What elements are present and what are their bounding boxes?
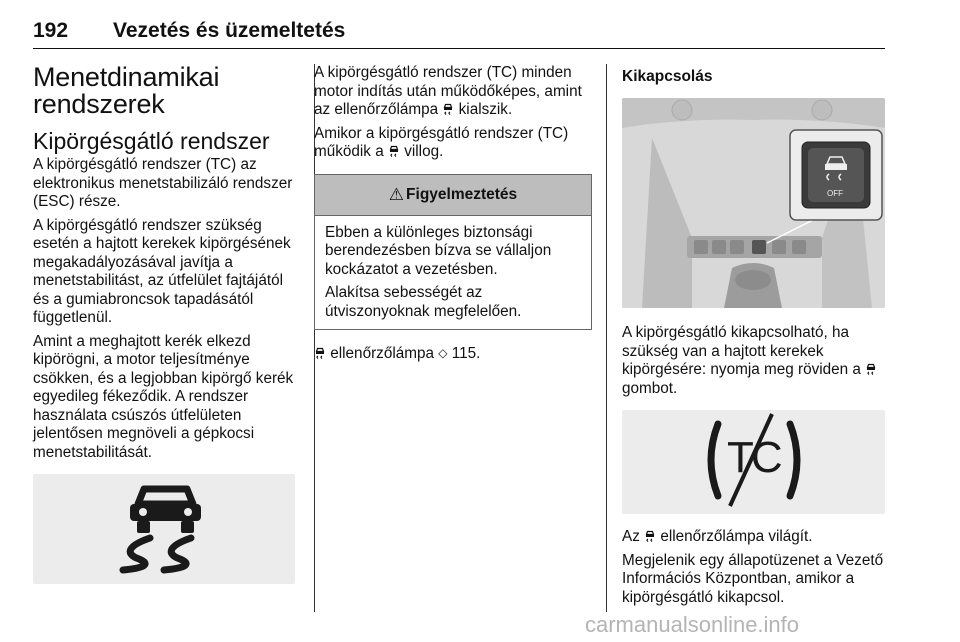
watermark: carmanualsonline.info <box>585 612 800 637</box>
lamp-on-paragraph: Az ellenőrzőlámpa világít. <box>622 528 813 545</box>
center-console-illustration <box>622 98 885 308</box>
skidding-car-icon <box>33 474 295 584</box>
page-reference[interactable]: 115. <box>451 345 481 362</box>
tc-indicator-icon <box>314 346 326 360</box>
tc-off-lamp-image <box>622 410 885 514</box>
deactivation-heading: Kikapcsolás <box>622 68 713 85</box>
warning-paragraph-1: Ebben a különleges biztonsági berendezésben bízva se vállaljon kockázatot a vezetésben. <box>325 223 552 278</box>
status-message-paragraph: Megjelenik egy állapotüzenet a Vezető Információs Központban, amikor a kipörgésgátló kikapcsol. <box>622 551 884 606</box>
warning-title: Figyelmeztetés <box>406 185 518 203</box>
operation-paragraph: Amint a meghajtott kerék elkezd kipörögni, a motor teljesítménye csökken, és a legjobban kipörgő kerék egyedileg fékeződik. A rendszer használata csúszós útfelületen jelentősen megnöveli a gépkocsi menetstabilitását. <box>33 332 294 461</box>
column-divider-2 <box>606 64 607 612</box>
skidding-car-image <box>33 474 295 584</box>
warning-header <box>315 175 591 216</box>
column-3 <box>622 64 886 607</box>
section-subtitle: Kipörgésgátló rendszer <box>33 128 270 154</box>
section-title: Vezetés és üzemeltetés <box>113 19 346 42</box>
column-2 <box>314 64 592 364</box>
function-paragraph: A kipörgésgátló rendszer szükség esetén a hajtott kerekek kipörgésének megakadályozásával javítja a menetstabilitást, az útfelület fajtájától és a gumiabroncsok tapadásától függetlenül. <box>33 216 291 326</box>
page-ref-arrow-icon: ◇ <box>438 346 448 360</box>
header-rule <box>33 48 885 49</box>
tc-off-indicator-icon <box>644 529 656 543</box>
tc-icon-label: TC <box>727 433 780 482</box>
center-console-image <box>622 98 885 308</box>
warning-paragraph-2: Alakítsa sebességét az útviszonyoknak megfelelően. <box>325 284 522 320</box>
tc-indicator-icon <box>442 102 454 116</box>
page-number: 192 <box>33 19 69 42</box>
tc-indicator-icon <box>388 144 400 158</box>
page-header <box>33 18 885 48</box>
tc-button-icon <box>865 362 877 376</box>
chapter-title-line1: Menetdinamikai <box>33 62 220 92</box>
cross-reference: ellenőrzőlámpa ◇ 115. <box>314 344 592 364</box>
chapter-title-line2: rendszerek <box>33 89 165 119</box>
active-paragraph: Amikor a kipörgésgátló rendszer (TC) működik a villog. <box>314 124 569 160</box>
warning-body <box>315 216 591 330</box>
column-1 <box>33 64 301 584</box>
off-button-label: OFF <box>827 189 843 198</box>
startup-paragraph: A kipörgésgátló rendszer (TC) minden motor indítás után működőképes, amint az ellenőrzőlámpa kialszik. <box>314 64 582 118</box>
deactivation-paragraph: A kipörgésgátló kikapcsolható, ha szükség van a hajtott kerekek kipörgésére: nyomja meg röviden a gombot. <box>622 324 886 398</box>
intro-paragraph: A kipörgésgátló rendszer (TC) az elektronikus menetstabilizáló rendszer (ESC) része. <box>33 156 293 210</box>
warning-box <box>314 174 592 331</box>
warning-triangle-icon: ⚠ <box>388 184 405 204</box>
